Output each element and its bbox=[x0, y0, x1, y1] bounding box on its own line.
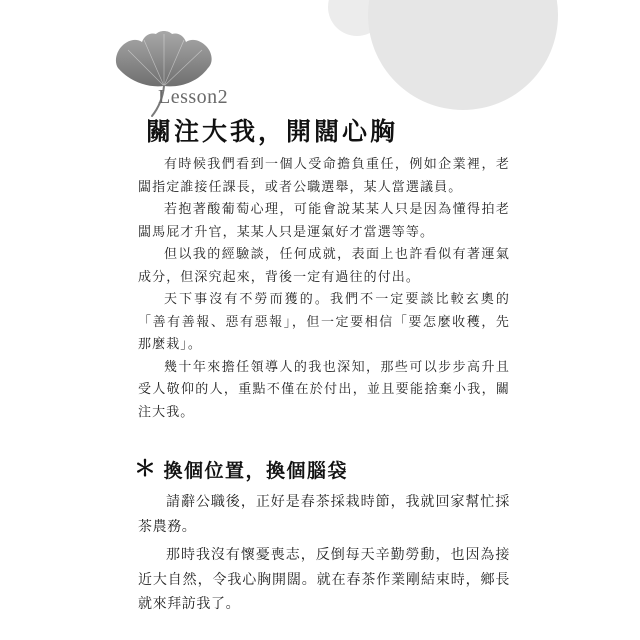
chapter-title: 關注大我，開闊心胸 bbox=[146, 117, 399, 146]
asterisk-icon: ＊ bbox=[134, 456, 158, 482]
paragraph: 天下事沒有不勞而獲的。我們不一定要談比較玄奧的「善有善報、惡有惡報」，但一定要相信「要怎麼收穫，先那麼栽」。 bbox=[138, 292, 510, 352]
decorative-circle-large bbox=[368, 0, 558, 110]
paragraph: 有時候我們看到一個人受命擔負重任，例如企業裡，老闆指定誰接任課長，或者公職選舉，某人當選議員。 bbox=[138, 157, 510, 195]
section-heading-text: 換個位置，換個腦袋 bbox=[163, 460, 349, 482]
main-text bbox=[138, 154, 510, 424]
paragraph: 那時我沒有懷憂喪志，反倒每天辛勤勞動，也因為接近大自然，令我心胸開闊。就在春茶作業剛結束時，鄉長就來拜訪我了。 bbox=[138, 547, 510, 612]
paragraph: 但以我的經驗談，任何成就，表面上也許看似有著運氣成分，但深究起來，背後一定有過往的付出。 bbox=[138, 247, 510, 285]
paragraph: 請辭公職後，正好是春茶採栽時節，我就回家幫忙採茶農務。 bbox=[138, 494, 510, 535]
section-heading bbox=[134, 456, 348, 483]
paragraph: 若抱著酸葡萄心理，可能會說某某人只是因為懂得拍老闆馬屁才升官，某某人只是運氣好才當選等等。 bbox=[138, 202, 510, 240]
section-text bbox=[138, 490, 510, 621]
paragraph: 幾十年來擔任領導人的我也深知，那些可以步步高升且受人敬仰的人，重點不僅在於付出，並且要能捨棄小我，關注大我。 bbox=[138, 359, 510, 420]
lesson-label: Lesson2 bbox=[158, 86, 229, 108]
